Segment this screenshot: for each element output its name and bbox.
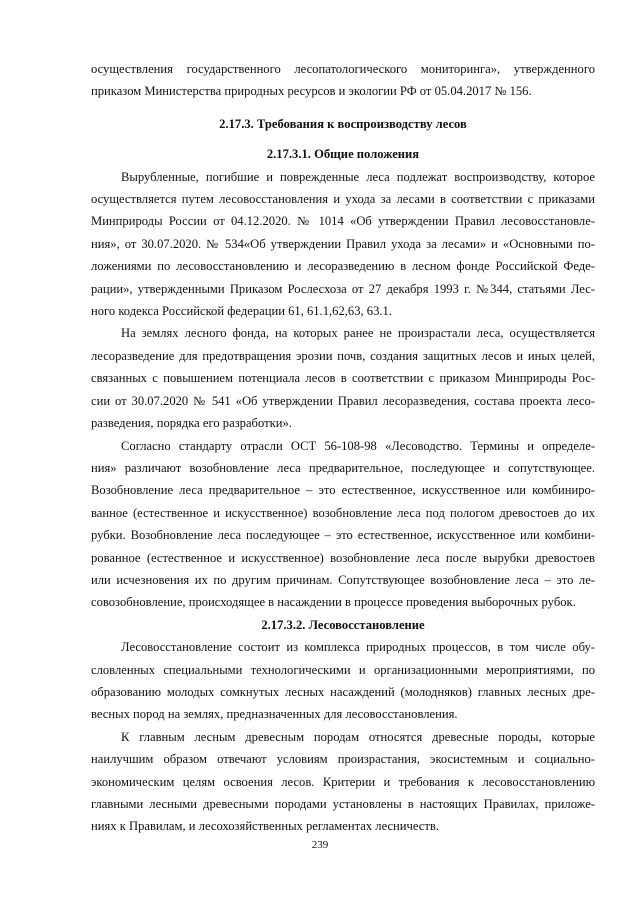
text-line: ложениями по лесовосстановлению и лесоразведению в лесном фонде Российской Феде- <box>91 259 595 274</box>
text-line: лесоразведение для предотвращения эрозии почв, создания защитных лесов и иных целей, <box>91 348 595 363</box>
text-line: словленных специальными технологическими и организационными мероприятиями, по <box>91 662 595 677</box>
intro-paragraph <box>91 58 595 103</box>
text-line: главными лесными древесными породами установлены в настоящих Правилах, приложе- <box>91 797 595 811</box>
text-line: Вырубленные, погибшие и поврежденные леса подлежат воспроизводству, которое <box>121 169 595 184</box>
text-line: осуществляется путем лесовосстановления и ухода за лесами в соответствии с приказами <box>91 192 595 207</box>
section-heading: 2.17.3. Требования к воспроизводству лесов <box>219 116 467 131</box>
subsection-heading-reforestation: 2.17.3.2. Лесовосстановление <box>261 617 425 632</box>
text-line: На землях лесного фонда, на которых ранее не произрастали леса, осуществляется <box>121 326 595 341</box>
text-line: ванное (естественное и искусственное) возобновление леса под пологом древостоев до их <box>91 505 595 520</box>
text-line: совозобновление, происходящее в насаждении в процессе проведения выборочных рубок. <box>91 595 576 610</box>
text-line: весных пород на землях, предназначенных для лесовосстановления. <box>91 707 458 722</box>
paragraph <box>91 636 595 726</box>
text-line: Лесовосстановление состоит из комплекса природных процессов, в том числе обу- <box>121 640 595 655</box>
paragraph <box>91 322 595 434</box>
text-line: сии от 30.07.2020 № 541 «Об утверждении Правил лесоразведения, состава проекта лесо- <box>91 393 595 408</box>
text-line: рубки. Возобновление леса последующее – это естественное, искусственное или комбини- <box>91 528 595 543</box>
text-line: Минприроды России от 04.12.2020. № 1014 «Об утверждении Правил лесовосстановле- <box>91 214 595 229</box>
text-line: осуществления государственного лесопатологического мониторинга», утвержденного <box>91 62 595 76</box>
text-line: рации», утвержденными Приказом Рослесхоза от 27 декабря 1993 г. №344, статьями Лес- <box>91 281 595 296</box>
text-line: связанных с повышением потенциала лесов в соответствии с приказом Минприроды Рос- <box>91 371 595 386</box>
text-line: наилучшим образом отвечают условиям произрастания, экосистемным и социально- <box>91 752 595 767</box>
text-line: приказом Министерства природных ресурсов и экологии РФ от 05.04.2017 № 156. <box>91 84 532 99</box>
text-line: ния», от 30.07.2020. № 534«Об утверждении Правил ухода за лесами» и «Основными по- <box>91 236 595 251</box>
text-line: Согласно стандарту отрасли ОСТ 56-108-98 «Лесоводство. Термины и определе- <box>121 438 595 453</box>
text-line: разведения, порядка его разработки». <box>91 416 292 431</box>
text-line: ного кодекса Российской федерации 61, 61.1,62,63, 63.1. <box>91 304 392 319</box>
text-line: К главным лесным древесным породам относятся древесные породы, которые <box>121 729 595 744</box>
text-line: Возобновление леса предварительное – это естественное, искусственное или комбиниро- <box>91 483 595 498</box>
text-line: ниях к Правилам, и лесохозяйственных регламентах лесничеств. <box>91 819 439 834</box>
page-body <box>91 58 595 838</box>
text-line: экономическим целям освоения лесов. Критерии и требования к лесовосстановлению <box>91 774 595 789</box>
text-line: ния» различают возобновление леса предварительное, последующее и сопутствующее. <box>91 460 595 475</box>
paragraph <box>91 166 595 323</box>
text-line: рованное (естественное и искусственное) возобновление леса после вырубки древостоев <box>91 550 595 565</box>
page-number: 239 <box>311 839 329 851</box>
subsection-heading-general: 2.17.3.1. Общие положения <box>266 147 420 162</box>
text-line: или исчезновения их по другим причинам. Сопутствующее возобновление леса – это ле- <box>91 572 595 587</box>
paragraph <box>91 435 595 614</box>
paragraph <box>91 726 595 838</box>
text-line: образованию молодых сомкнутых лесных насаждений (молодняков) главных лесных дре- <box>91 684 595 699</box>
